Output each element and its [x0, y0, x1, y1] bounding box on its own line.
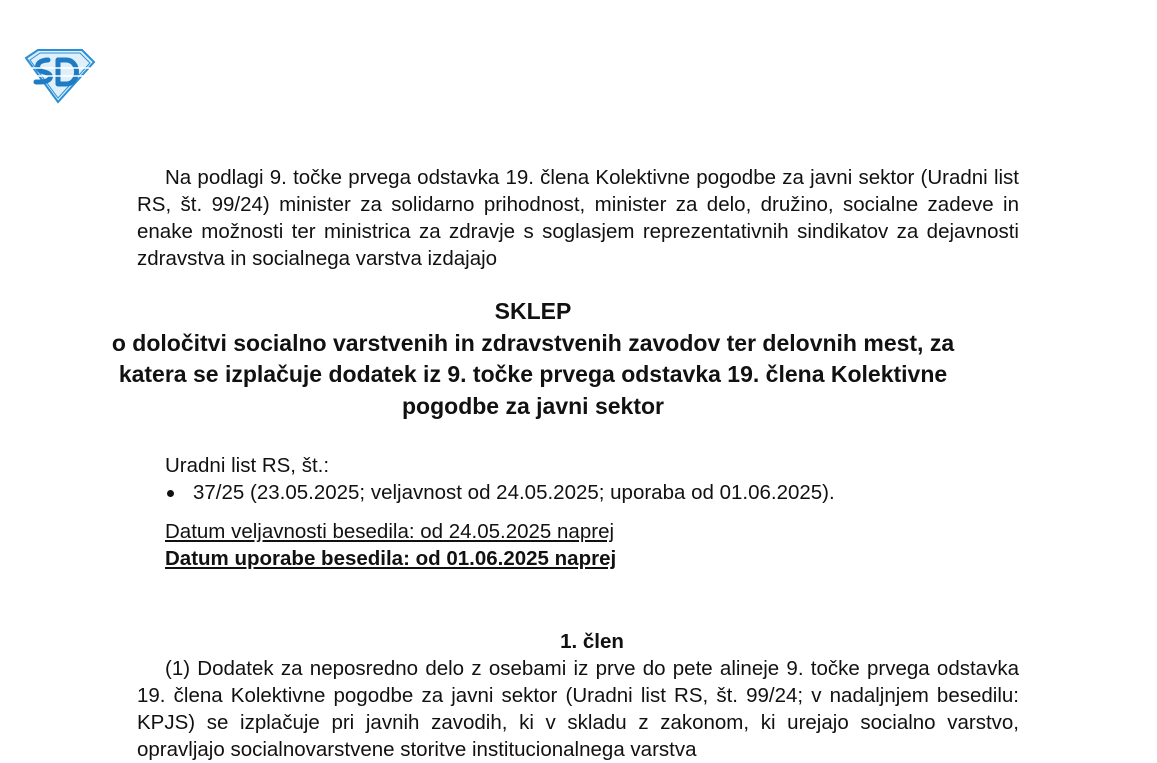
title-line-2: o določitvi socialno varstvenih in zdravstvenih zavodov ter delovnih mest, za katera se izplačuje dodatek iz 9. točke prvega odstavka 19. člena Kolektivne pogodbe za javni sektor	[111, 329, 955, 419]
sd-diamond-logo-icon	[22, 48, 96, 104]
valid-from-text: Datum veljavnosti besedila: od 24.05.2025 naprej	[165, 520, 615, 543]
article-title: 1. člen	[560, 630, 624, 653]
document-title	[107, 296, 959, 422]
intro-paragraph: Na podlagi 9. točke prvega odstavka 19. člena Kolektivne pogodbe za javni sektor (Uradni list RS, št. 99/24) minister za solidarno prihodnost, minister za delo, družino, socialne zadeve in enake možnosti ter ministrica za zdravje s soglasjem reprezentativnih sindikatov za dejavnosti zdravstva in socialnega varstva izdajajo	[137, 166, 1019, 270]
document-page	[111, 164, 1019, 763]
gazette-list-item: 37/25 (23.05.2025; veljavnost od 24.05.2025; uporaba od 01.06.2025).	[165, 479, 1019, 506]
applied-from-text: Datum uporabe besedila: od 01.06.2025 naprej	[165, 547, 617, 570]
gazette-info	[165, 452, 1019, 506]
title-line-1: SKLEP	[494, 298, 572, 324]
gazette-label: Uradni list RS, št.:	[165, 454, 330, 477]
article-text: (1) Dodatek za neposredno delo z osebami iz prve do pete alineje 9. točke prvega odstavka 19. člena Kolektivne pogodbe za javni sektor (Uradni list RS, št. 99/24; v nadaljnjem besedilu: KPJS) se izplačuje pri javnih zavodih, ki v skladu z zakonom, ki urejajo socialno varstvo, opravljajo socialnovarstvene storitve institucionalnega varstva	[137, 657, 1019, 761]
logo	[22, 48, 96, 104]
gazette-list	[165, 479, 1019, 506]
validity-info	[165, 518, 1019, 572]
